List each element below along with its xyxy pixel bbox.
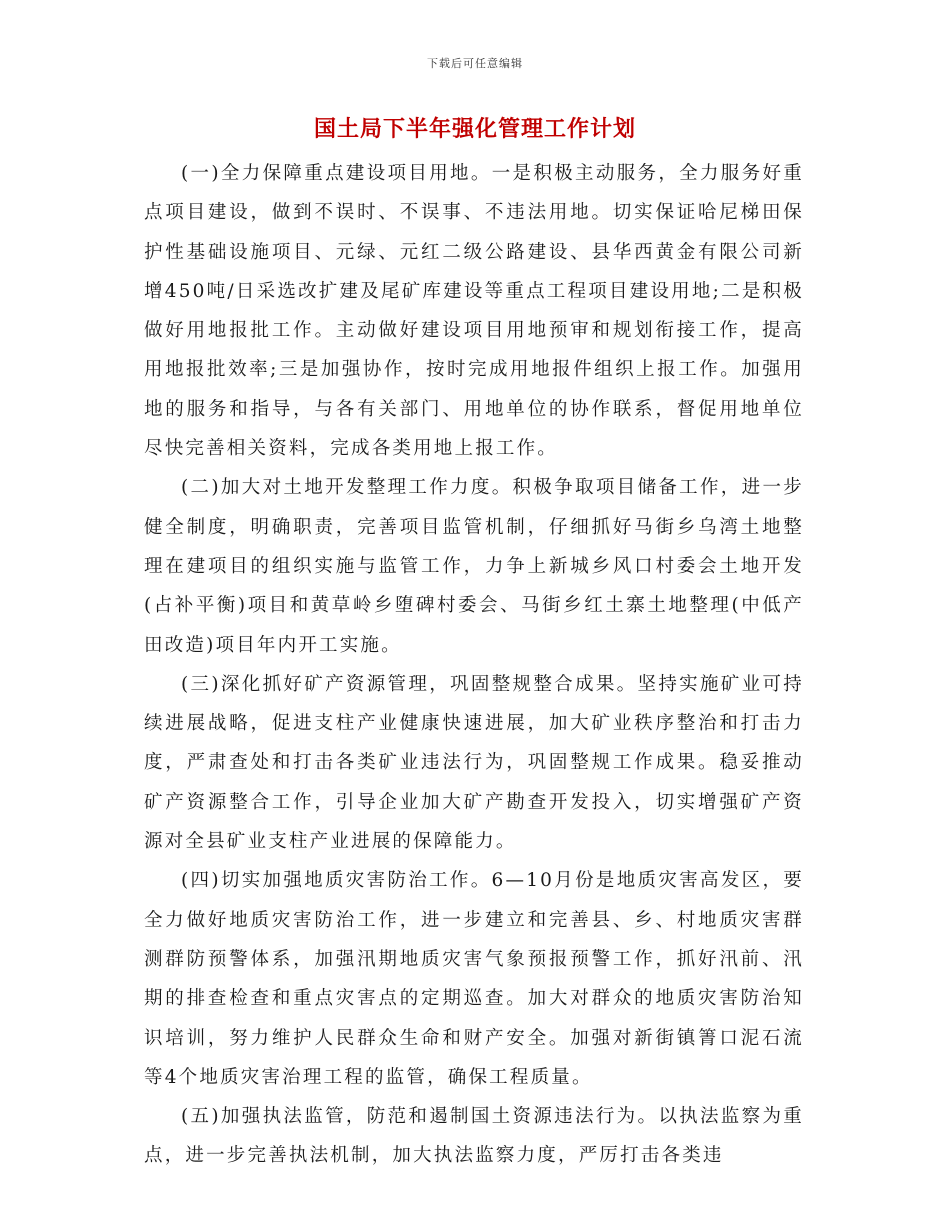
document-title: 国土局下半年强化管理工作计划: [313, 116, 636, 142]
paragraph-3: (三)深化抓好矿产资源管理，巩固整规整合成果。坚持实施矿业可持续进展战略，促进支柱产业健康快速进展，加大矿业秩序整治和打击力度，严肃查处和打击各类矿业违法行为，巩固整规工作成果。稳妥推动矿产资源整合工作，引导企业加大矿产勘查开发投入，切实增强矿产资源对全县矿业支柱产业进展的保障能力。: [144, 673, 804, 853]
document-body: [144, 154, 804, 1176]
paragraph-1: (一)全力保障重点建设项目用地。一是积极主动服务，全力服务好重点项目建设，做到不误时、不误事、不违法用地。切实保证哈尼梯田保护性基础设施项目、元绿、元红二级公路建设、县华西黄金有限公司新增450吨/日采选改扩建及尾矿库建设等重点工程项目建设用地;二是积极做好用地报批工作。主动做好建设项目用地预审和规划衔接工作，提高用地报批效率;三是加强协作，按时完成用地报件组织上报工作。加强用地的服务和指导，与各有关部门、用地单位的协作联系，督促用地单位尽快完善相关资料，完成各类用地上报工作。: [144, 163, 804, 460]
header-note: 下载后可任意编辑: [427, 57, 523, 70]
paragraph-4: (四)切实加强地质灾害防治工作。6—10月份是地质灾害高发区，要全力做好地质灾害防治工作，进一步建立和完善县、乡、村地质灾害群测群防预警体系，加强汛期地质灾害气象预报预警工作，抓好汛前、汛期的排查检查和重点灾害点的定期巡查。加大对群众的地质灾害防治知识培训，努力维护人民群众生命和财产安全。加强对新街镇箐口泥石流等4个地质灾害治理工程的监管，确保工程质量。: [144, 870, 804, 1088]
paragraph-2: (二)加大对土地开发整理工作力度。积极争取项目储备工作，进一步健全制度，明确职责，完善项目监管机制，仔细抓好马街乡乌湾土地整理在建项目的组织实施与监管工作，力争上新城乡风口村委会土地开发(占补平衡)项目和黄草岭乡堕碑村委会、马街乡红土寨土地整理(中低产田改造)项目年内开工实施。: [144, 477, 804, 656]
paragraph-5: (五)加强执法监管，防范和遏制国土资源违法行为。以执法监察为重点，进一步完善执法机制，加大执法监察力度，严厉打击各类违: [144, 1106, 804, 1167]
